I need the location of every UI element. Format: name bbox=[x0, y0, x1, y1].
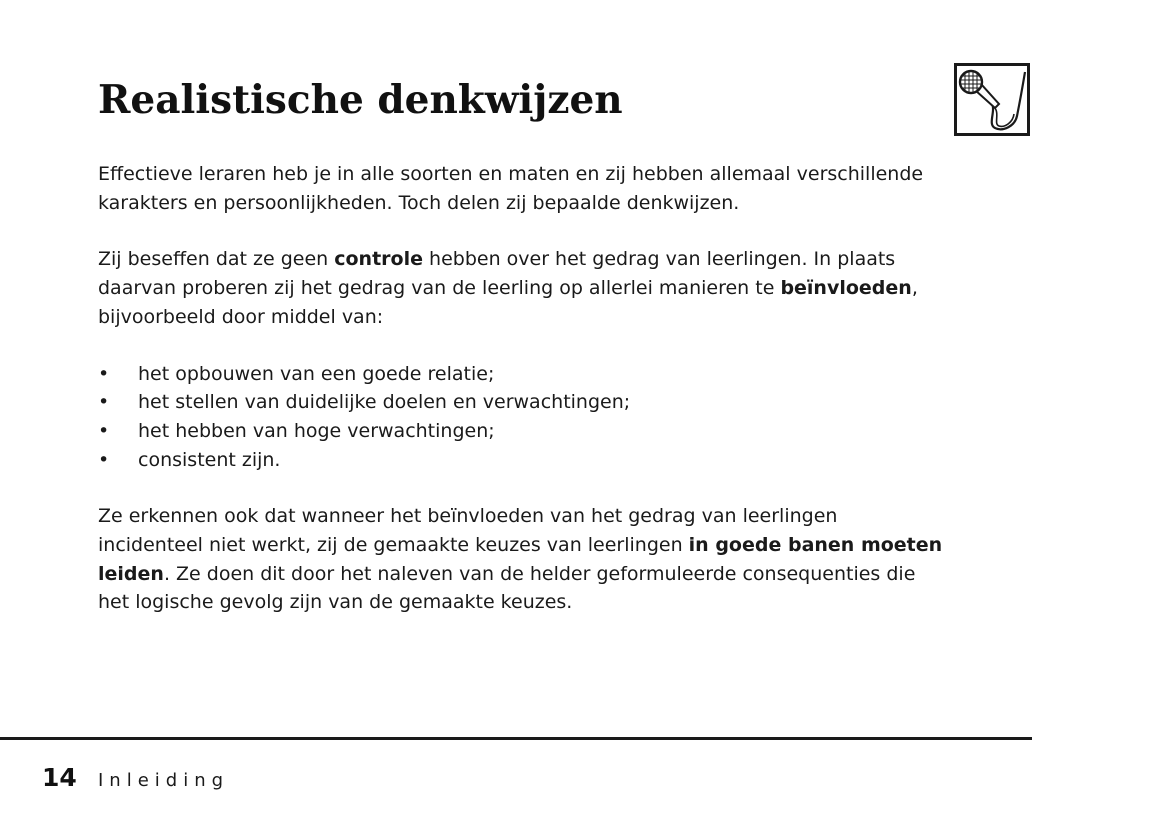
microphone-icon bbox=[954, 63, 1030, 136]
emphasis-beinvloeden: beïnvloeden bbox=[780, 277, 912, 300]
paragraph-intro bbox=[98, 160, 1038, 217]
bullet-icon: • bbox=[98, 419, 110, 442]
bullet-icon: • bbox=[98, 391, 110, 414]
emphasis-in-goede-banen: in goede banen moeten bbox=[688, 534, 943, 557]
paragraph-guidance-line: het logische gevolg zijn van de gemaakte keuzes. bbox=[98, 591, 573, 614]
page-number: 14 bbox=[42, 763, 77, 792]
body-text bbox=[98, 160, 1038, 617]
paragraph-control-line: bijvoorbeeld door middel van: bbox=[98, 305, 384, 328]
paragraph-guidance-line: Ze erkennen ook dat wanneer het beïnvloeden van het gedrag van leerlingen bbox=[98, 505, 838, 528]
page-title: Realistische denkwijzen bbox=[98, 77, 623, 123]
paragraph-guidance-line: leiden. Ze doen dit door het naleven van de helder geformuleerde consequenties die bbox=[98, 562, 916, 585]
list-item: • het opbouwen van een goede relatie; bbox=[98, 360, 1038, 389]
emphasis-leiden: leiden bbox=[98, 562, 164, 585]
bullet-list bbox=[98, 360, 1038, 475]
paragraph-control-line: daarvan proberen zij het gedrag van de leerling op allerlei manieren te beïnvloeden, bbox=[98, 277, 918, 300]
paragraph-guidance-line: incidenteel niet werkt, zij de gemaakte keuzes van leerlingen in goede banen moeten bbox=[98, 534, 943, 557]
paragraph-intro-line: karakters en persoonlijkheden. Toch delen zij bepaalde denkwijzen. bbox=[98, 191, 740, 214]
paragraph-guidance bbox=[98, 502, 1038, 617]
footer-divider bbox=[0, 737, 1032, 740]
paragraph-control bbox=[98, 245, 1038, 331]
paragraph-control-line: Zij beseffen dat ze geen controle hebben over het gedrag van leerlingen. In plaats bbox=[98, 248, 896, 271]
bullet-icon: • bbox=[98, 448, 110, 471]
section-name: Inleiding bbox=[98, 770, 230, 791]
list-item: • het hebben van hoge verwachtingen; bbox=[98, 417, 1038, 446]
paragraph-intro-line: Effectieve leraren heb je in alle soorten en maten en zij hebben allemaal verschillende bbox=[98, 163, 924, 185]
list-item: • het stellen van duidelijke doelen en verwachtingen; bbox=[98, 388, 1038, 417]
bullet-icon: • bbox=[98, 362, 110, 385]
emphasis-controle: controle bbox=[334, 248, 423, 271]
list-item: • consistent zijn. bbox=[98, 446, 1038, 475]
